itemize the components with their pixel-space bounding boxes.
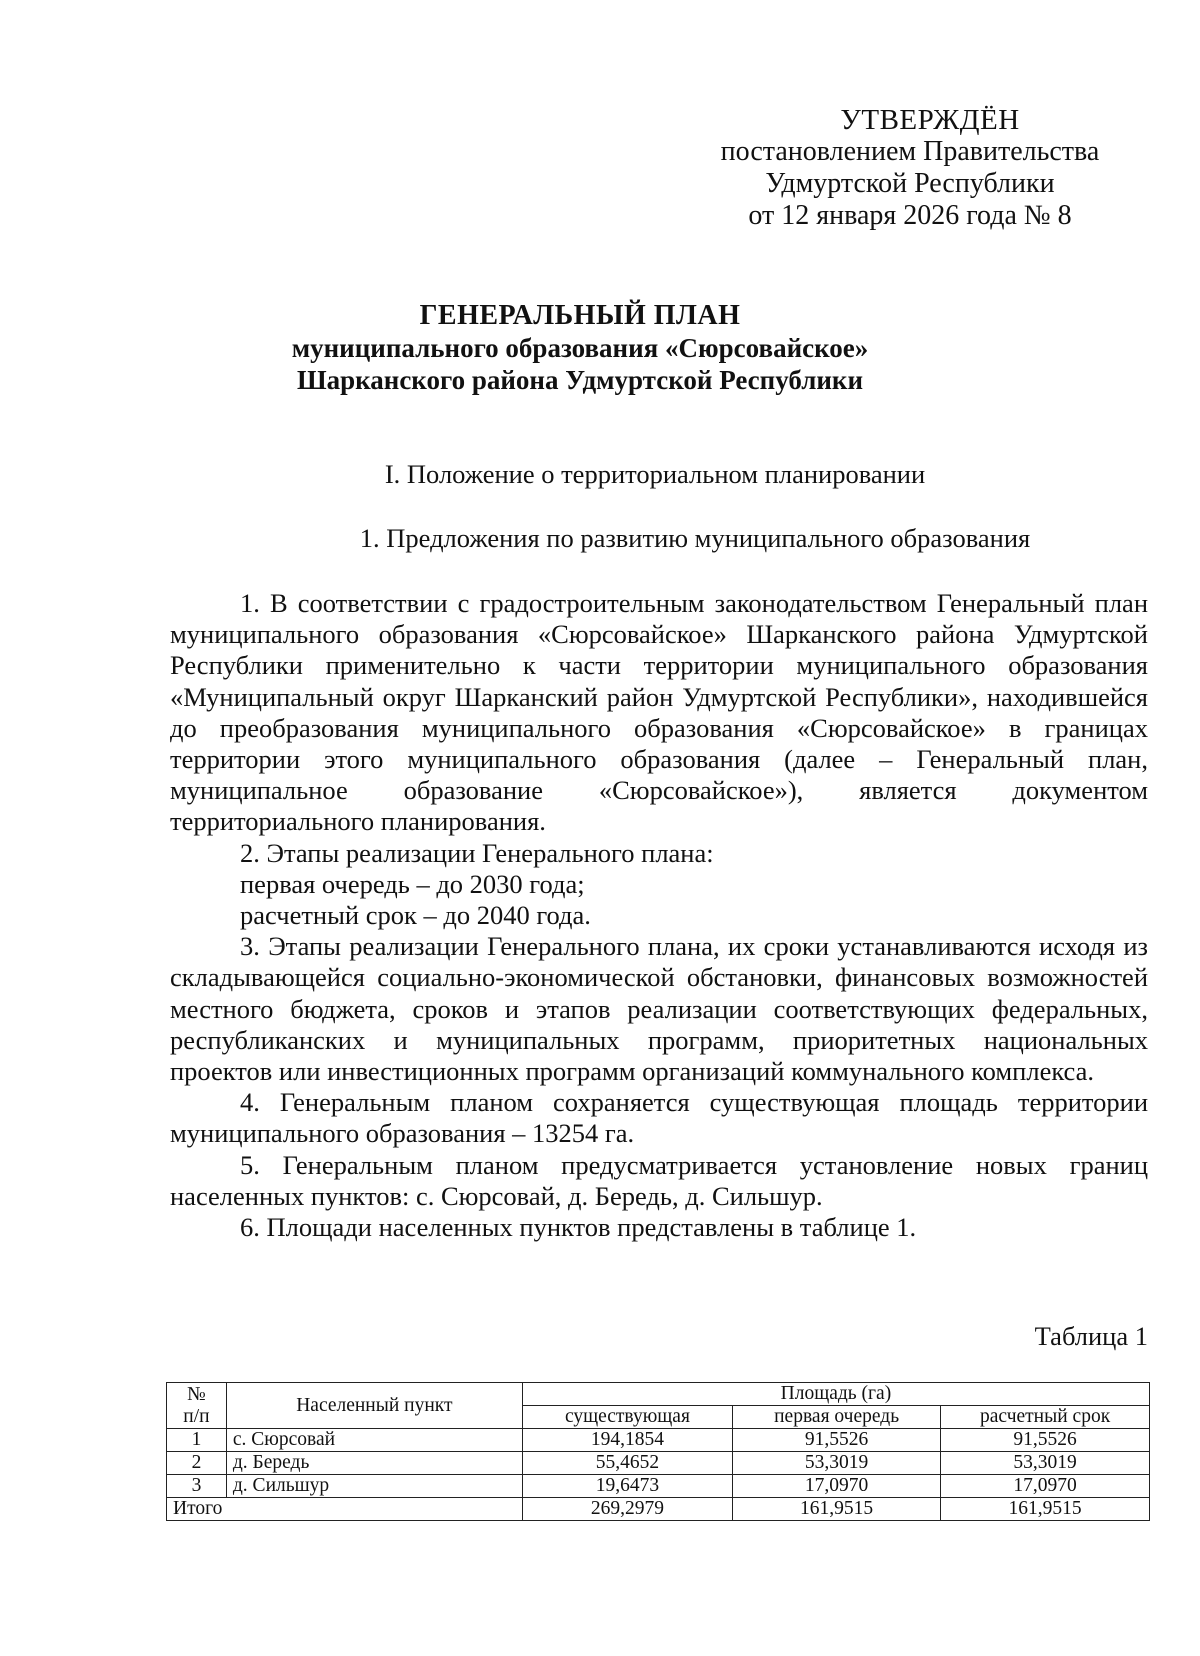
approval-stamp xyxy=(690,104,1130,232)
row-num: 2 xyxy=(167,1452,227,1475)
total-existing: 269,2979 xyxy=(522,1498,732,1521)
total-first: 161,9515 xyxy=(733,1498,941,1521)
table-row xyxy=(167,1452,1150,1475)
row-existing: 19,6473 xyxy=(522,1475,732,1498)
paragraph-8: 6. Площади населенных пунктов представлены в таблице 1. xyxy=(240,1212,917,1243)
header-existing: существующая xyxy=(522,1406,732,1429)
paragraph-5: 3. Этапы реализации Генерального плана, их сроки устанавливаются исходя из складывающейся социально-экономической обстановки, финансовых возможностей местного бюджета, сроков и этапов реализации соответствующих федеральных, республиканских и муниципальных программ, приоритетных национальных проектов или инвестиционных программ организаций коммунального комплекса. xyxy=(170,931,1148,1087)
table-row xyxy=(167,1475,1150,1498)
table-caption: Таблица 1 xyxy=(1034,1321,1148,1351)
row-num: 1 xyxy=(167,1429,227,1452)
header-final: расчетный срок xyxy=(941,1406,1150,1429)
row-existing: 55,4652 xyxy=(522,1452,732,1475)
section-heading-2: 1. Предложения по развитию муниципального образования xyxy=(359,523,1031,553)
row-first: 91,5526 xyxy=(733,1429,941,1452)
row-name: д. Бередь xyxy=(226,1452,522,1475)
title-line-3: Шарканского района Удмуртской Республики xyxy=(296,365,864,395)
approval-line-3: от 12 января 2026 года № 8 xyxy=(748,200,1072,231)
approval-line-1: постановлением Правительства xyxy=(720,136,1100,167)
header-num-line-1: № xyxy=(187,1383,206,1405)
row-name: с. Сюрсовай xyxy=(226,1429,522,1452)
table-row xyxy=(167,1429,1150,1452)
body-text xyxy=(170,588,1148,1243)
section-heading-1: I. Положение о территориальном планировании xyxy=(384,459,926,489)
areas-table xyxy=(166,1382,1150,1521)
paragraph-6: 4. Генеральным планом сохраняется существующая площадь территории муниципального образования – 13254 га. xyxy=(170,1087,1148,1149)
row-existing: 194,1854 xyxy=(522,1429,732,1452)
table-total-row xyxy=(167,1498,1150,1521)
total-final: 161,9515 xyxy=(941,1498,1150,1521)
approval-heading: УТВЕРЖДЁН xyxy=(840,104,1020,136)
paragraph-7: 5. Генеральным планом предусматривается установление новых границ населенных пунктов: с. Сюрсовай, д. Бередь, д. Сильшур. xyxy=(170,1149,1148,1211)
table-header-row xyxy=(167,1383,1150,1406)
header-area: Площадь (га) xyxy=(522,1383,1149,1406)
row-num: 3 xyxy=(167,1475,227,1498)
paragraph-4: расчетный срок – до 2040 года. xyxy=(240,900,591,931)
title-main: ГЕНЕРАЛЬНЫЙ ПЛАН xyxy=(419,300,741,331)
paragraph-2: 2. Этапы реализации Генерального плана: xyxy=(240,837,714,868)
header-first: первая очередь xyxy=(733,1406,941,1429)
document-title xyxy=(160,300,1000,396)
title-line-2: муниципального образования «Сюрсовайское» xyxy=(291,333,869,363)
paragraph-3: первая очередь – до 2030 года; xyxy=(240,868,585,899)
total-label: Итого xyxy=(167,1498,523,1521)
row-final: 91,5526 xyxy=(941,1429,1150,1452)
row-final: 53,3019 xyxy=(941,1452,1150,1475)
approval-line-2: Удмуртской Республики xyxy=(765,168,1055,199)
header-name: Населенный пункт xyxy=(226,1383,522,1429)
header-num-line-2: п/п xyxy=(183,1405,210,1427)
row-first: 53,3019 xyxy=(733,1452,941,1475)
row-first: 17,0970 xyxy=(733,1475,941,1498)
header-num xyxy=(167,1383,227,1429)
row-final: 17,0970 xyxy=(941,1475,1150,1498)
paragraph-1: 1. В соответствии с градостроительным законодательством Генеральный план муниципального образования «Сюрсовайское» Шарканского района Удмуртской Республики применительно к части территории муниципального образования «Муниципальный округ Шарканский район Удмуртской Республики», находившейся до преобразования муниципального образования «Сюрсовайское» в границах территории этого муниципального образования (далее – Генеральный план, муниципальное образование «Сюрсовайское»), является документом территориального планирования. xyxy=(170,588,1148,837)
row-name: д. Сильшур xyxy=(226,1475,522,1498)
